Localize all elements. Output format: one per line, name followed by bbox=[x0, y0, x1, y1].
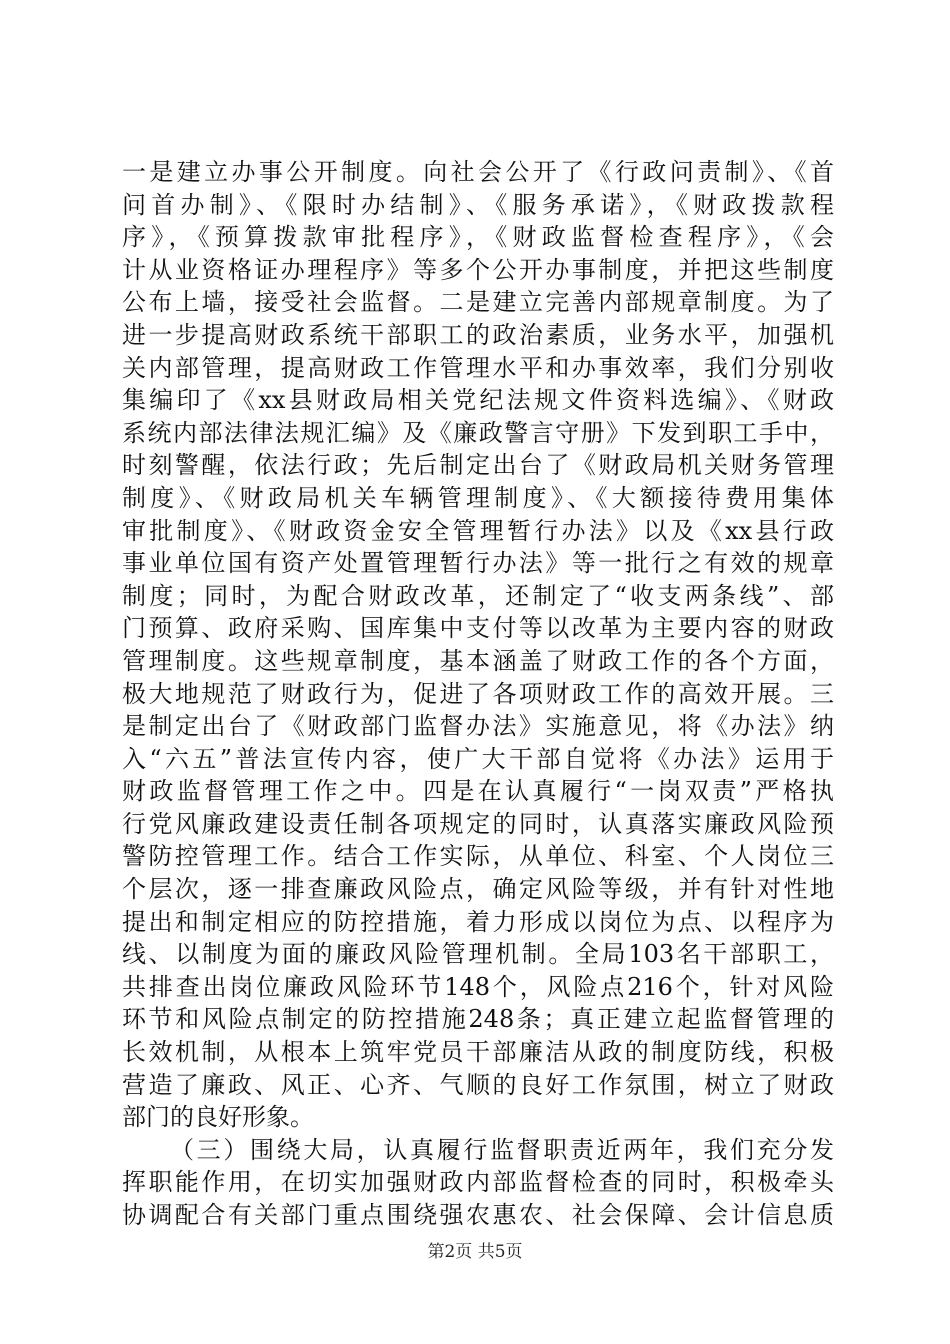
text-line: 集编印了《xx县财政局相关党纪法规文件资料选编》、《财政 bbox=[122, 386, 834, 415]
text-line: 进一步提高财政系统干部职工的政治素质，业务水平，加强机 bbox=[122, 320, 834, 349]
text-line: 公布上墙，接受社会监督。二是建立完善内部规章制度。为了 bbox=[122, 288, 834, 317]
paragraph-end-line: 部门的良好形象。 bbox=[122, 1103, 314, 1132]
text-line: 时刻警醒，依法行政；先后制定出台了《财政局机关财务管理 bbox=[122, 451, 834, 480]
text-line: 审批制度》、《财政资金安全管理暂行办法》以及《xx县行政 bbox=[122, 516, 834, 545]
body-text bbox=[122, 156, 834, 1232]
text-line: 线、以制度为面的廉政风险管理机制。全局103名干部职工， bbox=[122, 940, 834, 969]
page-footer: 第2页 共5页 bbox=[427, 1242, 523, 1262]
text-line: 协调配合有关部门重点围绕强农惠农、社会保障、会计信息质 bbox=[122, 1201, 834, 1229]
text-line: 关内部管理，提高财政工作管理水平和办事效率，我们分别收 bbox=[122, 353, 834, 382]
text-line: 制度；同时，为配合财政改革，还制定了“收支两条线”、部 bbox=[122, 581, 834, 610]
text-line: 财政监督管理工作之中。四是在认真履行“一岗双责”严格执 bbox=[122, 777, 834, 806]
text-line: 制度》、《财政局机关车辆管理制度》、《大额接待费用集体 bbox=[122, 483, 834, 512]
text-line: 序》，《预算拨款审批程序》，《财政监督检查程序》，《会 bbox=[122, 223, 834, 252]
section-heading-line: （三）围绕大局，认真履行监督职责近两年，我们充分发 bbox=[170, 1135, 834, 1164]
text-line: 共排查出岗位廉政风险环节148个，风险点216个，针对风险 bbox=[122, 972, 834, 1001]
text-line: 挥职能作用，在切实加强财政内部监督检查的同时，积极牵头 bbox=[122, 1168, 834, 1197]
text-line: 长效机制，从根本上筑牢党员干部廉洁从政的制度防线，积极 bbox=[122, 1038, 834, 1067]
text-line: 警防控管理工作。结合工作实际，从单位、科室、个人岗位三 bbox=[122, 842, 834, 871]
text-line: 极大地规范了财政行为，促进了各项财政工作的高效开展。三 bbox=[122, 679, 834, 708]
text-line: 是制定出台了《财政部门监督办法》实施意见，将《办法》纳 bbox=[122, 712, 834, 741]
text-line: 门预算、政府采购、国库集中支付等以改革为主要内容的财政 bbox=[122, 614, 834, 643]
text-line: 入“六五”普法宣传内容，使广大干部自觉将《办法》运用于 bbox=[122, 744, 834, 773]
text-line: 环节和风险点制定的防控措施248条；真正建立起监督管理的 bbox=[122, 1005, 834, 1034]
text-line: 行党风廉政建设责任制各项规定的同时，认真落实廉政风险预 bbox=[122, 809, 834, 838]
text-line: 一是建立办事公开制度。向社会公开了《行政问责制》、《首 bbox=[122, 158, 834, 186]
text-line: 营造了廉政、风正、心齐、气顺的良好工作氛围，树立了财政 bbox=[122, 1070, 834, 1099]
text-line: 问首办制》、《限时办结制》、《服务承诺》，《财政拨款程 bbox=[122, 190, 834, 219]
text-line: 事业单位国有资产处置管理暂行办法》等一批行之有效的规章 bbox=[122, 549, 834, 578]
text-line: 系统内部法律法规汇编》及《廉政警言守册》下发到职工手中， bbox=[122, 418, 834, 447]
text-line: 个层次，逐一排查廉政风险点，确定风险等级，并有针对性地 bbox=[122, 875, 834, 904]
text-line: 管理制度。这些规章制度，基本涵盖了财政工作的各个方面， bbox=[122, 646, 834, 675]
text-line: 提出和制定相应的防控措施，着力形成以岗位为点、以程序为 bbox=[122, 907, 834, 936]
text-line: 计从业资格证办理程序》等多个公开办事制度，并把这些制度 bbox=[122, 255, 834, 284]
